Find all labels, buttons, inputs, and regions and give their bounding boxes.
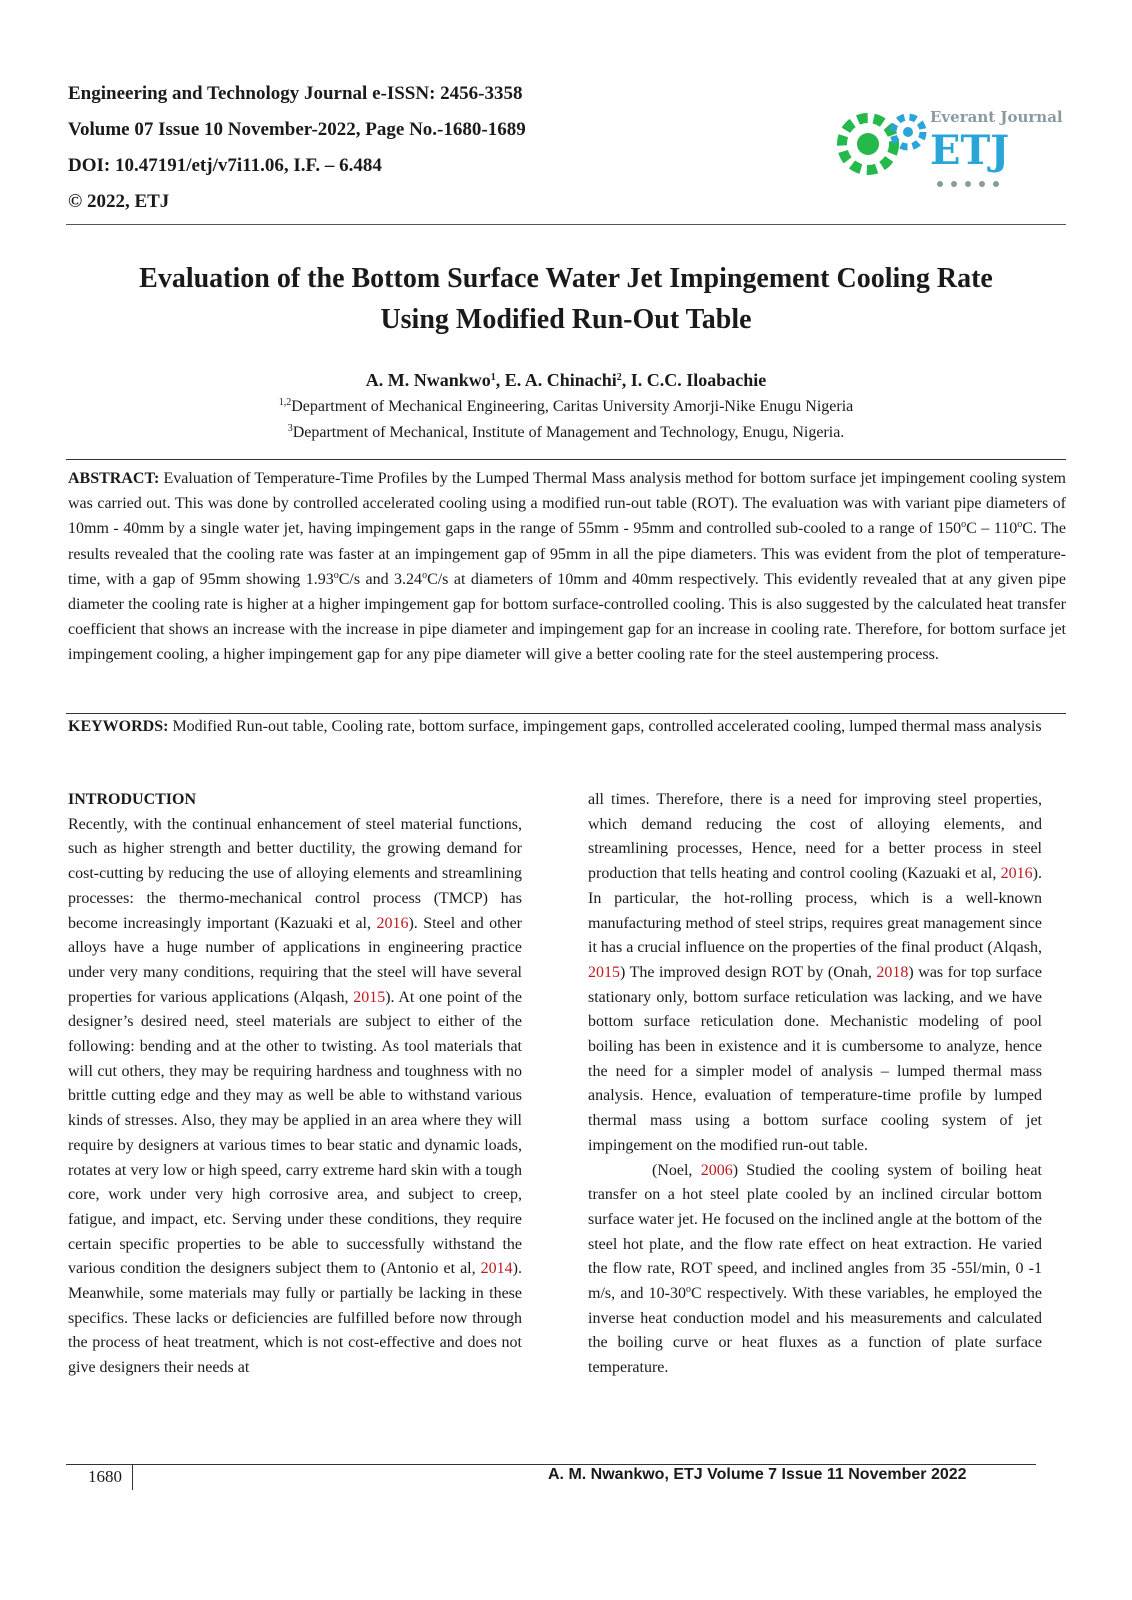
logo-main-text: ETJ [930,127,1010,174]
header-divider [66,224,1066,225]
logo-top-text: Everant Journal [930,108,1063,126]
title-line-1: Evaluation of the Bottom Surface Water Jet Impingement Cooling Rate [139,263,993,294]
title-line-2: Using Modified Run-Out Table [380,304,752,335]
intro-paragraph-1-part-2: all times. Therefore, there is a need for improving steel properties, which demand reducing the cost of alloying elements, and streamlining processes, Hence, need for a better process in steel production that tells heating and control cooling (Kazuaki et al, 2016). In particular, the hot-rolling process, which is a well-known manufacturing method of steel strips, requires great management since it has a crucial influence on the properties of the final product (Alqash, 2015) The improved design ROT by (Onah, 2018) was for top surface stationary only, bottom surface reticulation was lacking, and we have bottom surface reticulation done. Mechanistic modeling of pool boiling has been in existence and it is cumbersome to analyze, hence the need for a simpler model of analysis – lumped thermal mass analysis. Hence, evaluation of temperature-time profile by lumped thermal mass using a bottom surface cooling system of jet impingement on the modified run-out table. [588,791,1043,1154]
citation-link[interactable]: 2016 [376,914,409,932]
author-2: , E. A. Chinachi [495,370,617,390]
abstract-label: ABSTRACT: [68,470,160,487]
abstract: ABSTRACT: Evaluation of Temperature-Time Profiles by the Lumped Thermal Mass analysis method for bottom surface jet impingement cooling system was carried out. This was done by controlled accelerated cooling using a modified run-out table (ROT). The evaluation was with variant pipe diameters of 10mm - 40mm by a single water jet, having impingement gaps in the range of 55mm - 95mm and controlled sub-cooled to a range of 150$^o$C – 110$^o$C. The results revealed that the cooling rate was faster at an impingement gap of 95mm in all the pipe diameters. This was evident from the plot of temperature-time, with a gap of 95mm showing 1.93$^o$C/s and 3.24$^o$C/s at diameters of 10mm and 40mm respectively. This evidently revealed that at any given pipe diameter the cooling rate is higher at a higher impingement gap for bottom surface-controlled cooling. This is also suggested by the calculated heat transfer coefficient that shows an increase with the increase in pipe diameter and impingement gap for an increase in cooling rate. Therefore, for bottom surface jet impingement cooling, a higher impingement gap for any pipe diameter will give a better cooling rate for the steel austempering process. [68,470,1067,664]
doi-line: DOI: 10.47191/etj/v7i11.06, I.F. – 6.484 [68,155,382,176]
intro-paragraph-1-part-1: Recently, with the continual enhancement of steel material functions, such as higher strength and better ductility, the growing demand for cost-cutting by reducing the use of alloying elements and streamlining processes: the thermo-mechanical control process (TMCP) has become increasingly important (Kazuaki et al, 2016). Steel and other alloys have a huge number of applications in engineering practice under very many conditions, requiring that the steel will have several properties for various applications (Alqash, 2015). At one point of the designer’s desired need, steel materials are subject to either of the following: bending and at the other to twisting. As tool materials that will cut others, they may be requiring hardness and toughness with no brittle cutting edge and they may as well be able to withstand various kinds of stresses. Also, they may be applied in an area where they will require by designers at various times to bear static and dynamic loads, rotates at very low or high speed, carry extreme hard skin with a tough core, work under very high corrosive area, and subject to creep, fatigue, and impact, etc. Serving under these conditions, they require certain specific properties to be able to successfully withstand the various condition the designers subject them to (Antonio et al, 2014). Meanwhile, some materials may fully or partially be lacking in these specifics. These lacks or deficiencies are fulfilled before now through the process of heat treatment, which is not cost-effective and does not give designers their needs at [68,815,523,1377]
author-3: , I. C.C. Iloabachie [621,370,767,390]
paper-title [66,258,1066,340]
author-2-affil: 2 [616,372,622,383]
section-heading-introduction: INTRODUCTION [68,791,197,808]
body-column-left [68,788,522,1381]
running-footer: A. M. Nwankwo, ETJ Volume 7 Issue 11 November 2022 [548,1466,967,1483]
intro-paragraph-2: (Noel, 2006) Studied the cooling system of boiling heat transfer on a hot steel plate cooled by an inclined circular bottom surface water jet. He focused on the inclined angle at the bottom of the steel hot plate, and the flow rate effect on heat extraction. He varied the flow rate, ROT speed, and inclined angles from 35 -55l/min, 0 -1 m/s, and 10-30$^o$C respectively. With these variables, he employed the inverse heat conduction model and his measurements and calculated the boiling curve or heat fluxes as a function of plate surface temperature. [588,1161,1043,1377]
gear-icon [842,117,923,170]
affiliation-2: $^3$Department of Mechanical, Institute of Management and Technology, Enugu, Nigeria. [287,423,845,441]
citation-link[interactable]: 2006 [700,1161,733,1179]
page-number: 1680 [88,1467,122,1486]
logo-decoration-icon [937,181,999,187]
copyright-line: © 2022, ETJ [68,191,170,212]
journal-issn-line: Engineering and Technology Journal e-ISSN: 2456-3358 [68,83,523,104]
citation-link[interactable]: 2016 [1000,865,1033,883]
citation-link[interactable]: 2015 [588,963,620,981]
footer-divider [66,1464,1036,1465]
keywords: KEYWORDS: Modified Run-out table, Cooling rate, bottom surface, impingement gaps, controlled accelerated cooling, lumped thermal mass analysis [68,718,1042,735]
journal-header [68,76,768,220]
etj-logo [828,92,1063,200]
affiliation-1: $^{1,2}$Department of Mechanical Engineering, Caritas University Amorji-Nike Enugu Nigeria [278,397,854,415]
volume-line: Volume 07 Issue 10 November-2022, Page No.-1680-1689 [68,119,526,140]
author-1: A. M. Nwankwo [365,370,491,390]
footer-separator [132,1464,133,1490]
body-column-right [588,788,1042,1381]
intro-paragraph-1-text: ). Meanwhile, some materials may fully or partially be lacking in these specifics. These lacks or deficiencies are fulfilled before now through the process of heat treatment, which is not cost-effective and does not give designers their needs at [68,1260,522,1377]
intro-paragraph-1-text: all times. Therefore, there is a need for improving steel properties, which demand reducing the cost of alloying elements, and streamlining processes, Hence, need for a better process in steel production that tells heating and control cooling (Kazuaki et al, [588,791,1042,883]
author-1-affil: 1 [490,372,496,383]
citation-link[interactable]: 2014 [480,1260,513,1278]
citation-link[interactable]: 2018 [876,963,909,981]
keywords-label: KEYWORDS: [68,718,169,735]
abstract-top-divider [66,459,1066,460]
author-list [66,368,1066,392]
citation-link[interactable]: 2015 [353,988,386,1006]
